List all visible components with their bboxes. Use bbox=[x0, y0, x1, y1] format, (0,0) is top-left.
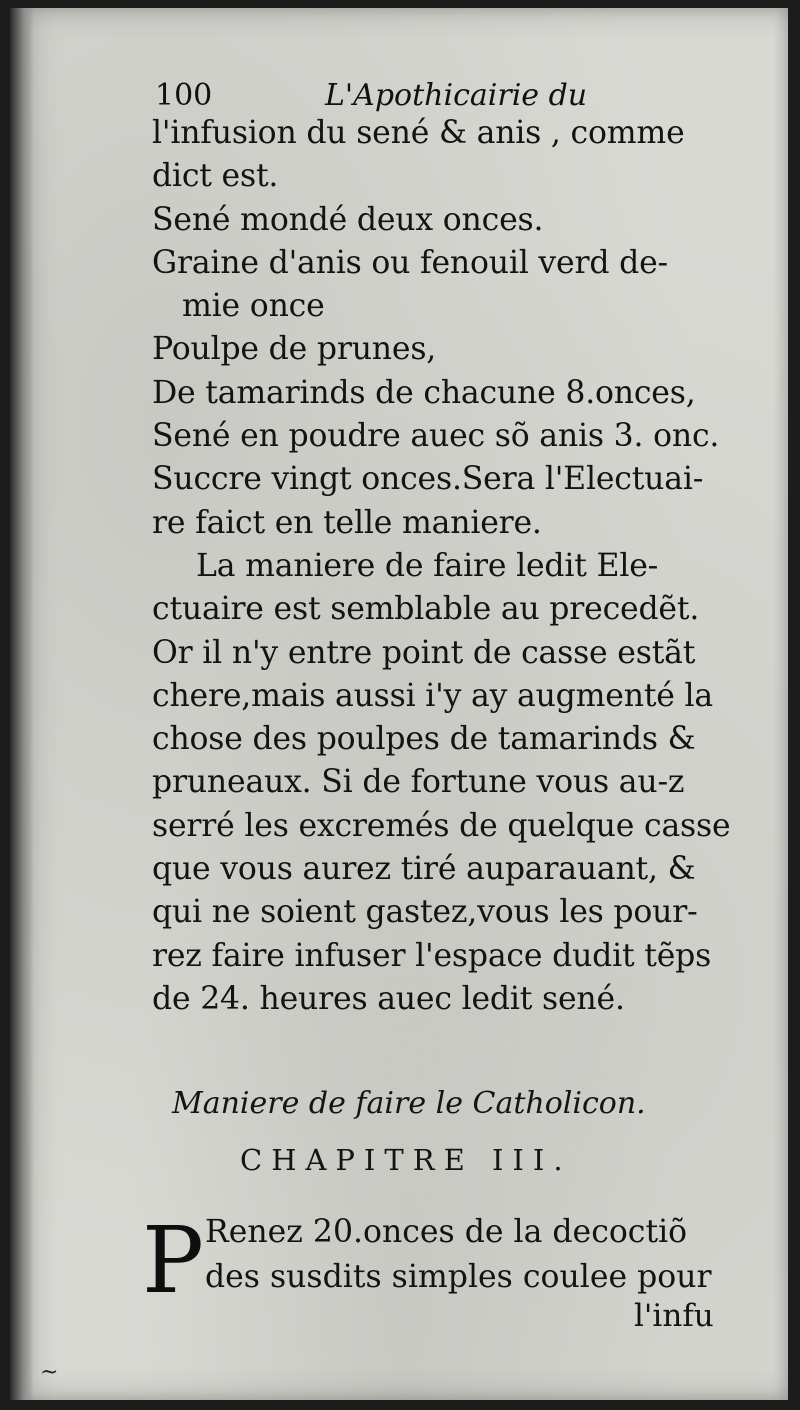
text-line: Graine d'anis ou fenouil verd de- bbox=[152, 244, 668, 281]
text-line: rez faire infuser l'espace dudit tẽps bbox=[152, 937, 712, 974]
page-gutter-shadow bbox=[10, 8, 34, 1400]
margin-mark: ~ bbox=[40, 1360, 59, 1385]
text-line: que vous aurez tiré auparauant, & bbox=[152, 851, 696, 888]
body-text bbox=[152, 112, 752, 1021]
text-line: chere,mais aussi i'y ay augmenté la bbox=[152, 677, 713, 714]
text-line: Renez 20.onces de la decoctiõ bbox=[205, 1214, 688, 1250]
text-line: chose des poulpes de tamarinds & bbox=[152, 721, 696, 758]
text-line: ctuaire est semblable au precedẽt. bbox=[152, 591, 700, 628]
section-title: Maniere de faire le Catholicon. bbox=[172, 1086, 646, 1121]
text-line: de 24. heures auec ledit sené. bbox=[152, 980, 625, 1017]
page-number: 100 bbox=[155, 78, 213, 113]
text-line: Succre vingt onces.Sera l'Electuai- bbox=[152, 461, 704, 498]
text-line: Poulpe de prunes, bbox=[152, 331, 437, 368]
text-line: La maniere de faire ledit Ele- bbox=[196, 547, 659, 584]
text-line: serré les excremés de quelque casse bbox=[152, 807, 731, 844]
text-line: l'infusion du sené & anis , comme bbox=[152, 115, 685, 151]
text-line: dict est. bbox=[152, 158, 279, 195]
text-line: mie once bbox=[182, 288, 325, 325]
running-title: L'Apothicairie du bbox=[325, 78, 588, 113]
text-line: De tamarinds de chacune 8.onces, bbox=[152, 374, 696, 411]
text-line: re faict en telle maniere. bbox=[152, 504, 542, 541]
text-line: qui ne soient gastez,vous les pour- bbox=[152, 894, 698, 931]
chapter-heading: CHAPITRE III. bbox=[240, 1143, 572, 1177]
text-line: des susdits simples coulee pour bbox=[205, 1259, 712, 1295]
text-line: Sené en poudre auec sõ anis 3. onc. bbox=[152, 418, 720, 455]
chapter-opening-paragraph bbox=[205, 1210, 745, 1300]
catchword: l'infu bbox=[634, 1298, 714, 1334]
text-line: Or il n'y entre point de casse estãt bbox=[152, 634, 696, 671]
text-line: pruneaux. Si de fortune vous au-z bbox=[152, 764, 685, 801]
text-line: Sené mondé deux onces. bbox=[152, 201, 544, 238]
drop-capital: P bbox=[142, 1207, 204, 1314]
